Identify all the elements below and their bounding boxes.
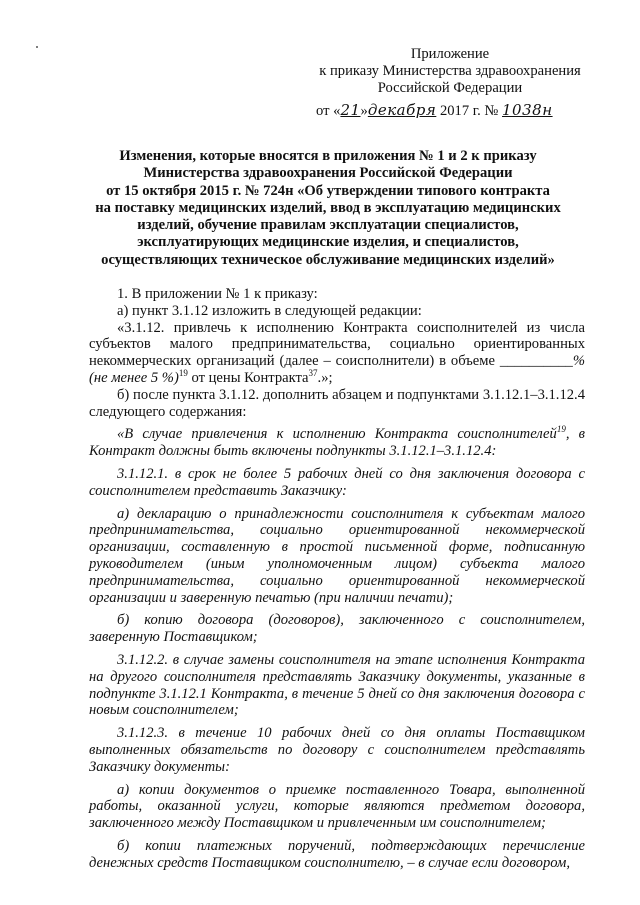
title-line: изделий, обучение правилам эксплуатации специалистов,: [137, 217, 519, 234]
appendix-label: Приложение: [410, 46, 490, 62]
order-reference: [316, 101, 616, 120]
document-body: [89, 286, 585, 872]
paragraph-text: «В случае привлечения к исполнению Контракта соисполнителей: [117, 426, 557, 443]
appendix-country: Российской Федерации: [377, 80, 523, 97]
paragraph: 1. В приложении № 1 к приказу:: [117, 286, 318, 302]
appendix-header: [300, 46, 600, 98]
document-title: [72, 148, 584, 269]
footnote-ref: 19: [178, 368, 188, 379]
paragraph-text: , в Контракт должны быть включены подпункты 3.1.12.1–3.1.12.4:: [89, 426, 585, 460]
paragraph-text: «3.1.12. привлечь к исполнению Контракта соисполнителей из числа субъектов малого предпринимательства, социально ориентированных некоммерческих организаций (далее – соисполнители) в объеме __________: [89, 319, 585, 370]
paragraph-text: .»;: [317, 369, 333, 386]
title-line: осуществляющих техническое обслуживание медицинских изделий»: [101, 251, 555, 268]
order-number: 1038н: [502, 101, 553, 119]
order-mid: »: [360, 103, 368, 119]
order-year: 2017 г. №: [436, 103, 503, 119]
paragraph: а) копии документов о приемке поставленного Товара, выполненной работы, оказанной услуги, которые являются предметом договора, заключенного между Поставщиком и привлеченным им соисполнителем;: [89, 781, 585, 832]
title-line: Изменения, которые вносятся в приложения № 1 и 2 к приказу: [119, 148, 537, 164]
paragraph: а) пункт 3.1.12 изложить в следующей редакции:: [117, 302, 422, 319]
paragraph: 3.1.12.3. в течение 10 рабочих дней со дня оплаты Поставщиком выполненных обязательств по договору с соисполнителем представлять Заказчику документы:: [89, 725, 585, 775]
paragraph: 3.1.12.1. в срок не более 5 рабочих дней со дня заключения договора с соисполнителем представить Заказчику:: [89, 465, 585, 499]
footnote-ref: 19: [556, 424, 566, 435]
paragraph: б) копии платежных поручений, подтверждающих перечисление денежных средств Поставщиком соисполнителю, – в случае если договором,: [89, 837, 585, 871]
appendix-ministry: к приказу Министерства здравоохранения: [319, 63, 581, 80]
order-day: 21: [340, 101, 361, 119]
paragraph: [89, 426, 585, 460]
title-line: от 15 октября 2015 г. № 724н «Об утверждении типового контракта: [106, 182, 550, 199]
footnote-ref: 37: [308, 368, 318, 379]
title-line: эксплуатирующих медицинские изделия, и специалистов,: [137, 234, 519, 251]
paragraph-text: от цены Контракта: [187, 369, 309, 386]
title-line: Министерства здравоохранения Российской Федерации: [143, 165, 513, 182]
paragraph: [89, 320, 585, 387]
title-line: на поставку медицинских изделий, ввод в эксплуатацию медицинских: [95, 199, 561, 216]
paragraph: б) после пункта 3.1.12. дополнить абзацем и подпунктами 3.1.12.1–3.1.12.4 следующего содержания:: [89, 386, 585, 420]
order-month: декабря: [367, 101, 437, 119]
order-prefix: от «: [316, 103, 341, 119]
paragraph: б) копию договора (договоров), заключенного с соисполнителем, заверенную Поставщиком;: [89, 612, 585, 646]
paragraph-text-italic: % (не менее 5 %): [89, 353, 585, 386]
paragraph: а) декларацию о принадлежности соисполнителя к субъектам малого предпринимательства, социально ориентированной некоммерческой организации, составленную в простой письменной форме, подписанную руководителем (иным уполномоченным лицом) субъекта малого предпринимательства, социально ориентированной некоммерческой организации и заверенную печатью (при наличии печати);: [89, 505, 585, 606]
scan-speck: [36, 46, 38, 48]
paragraph: 3.1.12.2. в случае замены соисполнителя на этапе исполнения Контракта на другого соисполнителя представлять Заказчику документы, указанные в подпункте 3.1.12.1 Контракта, в течение 5 дней со дня заключения договора с новым соисполнителем;: [89, 651, 585, 719]
